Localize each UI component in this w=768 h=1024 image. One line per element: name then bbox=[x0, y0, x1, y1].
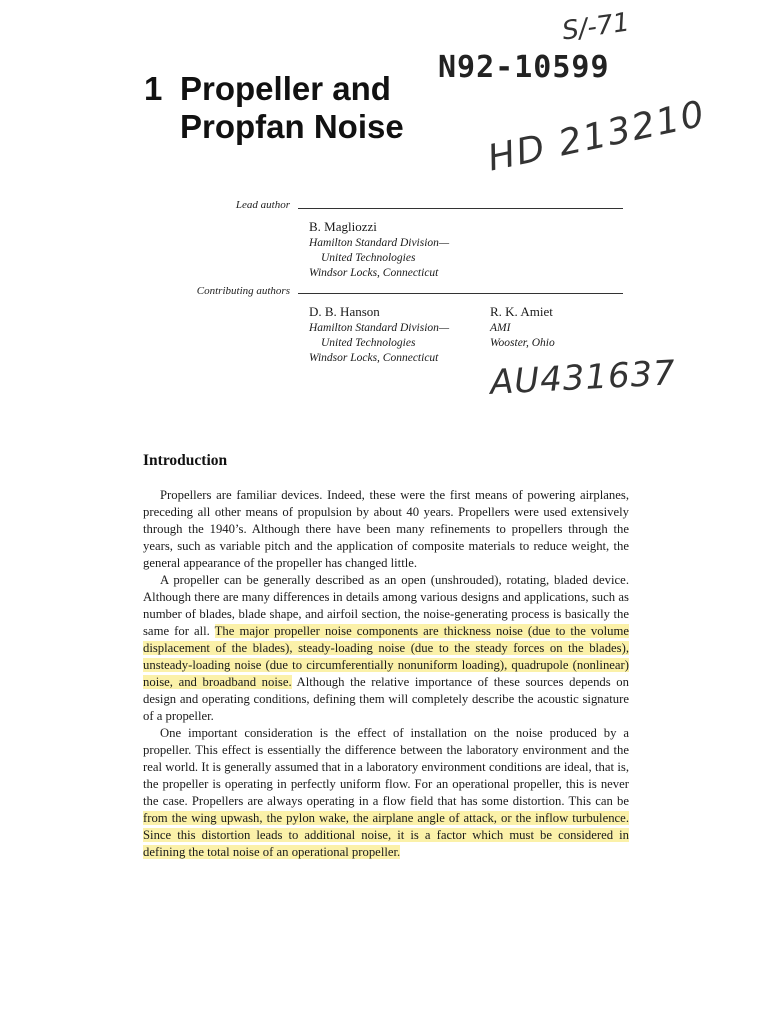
contrib2-aff1: AMI bbox=[490, 322, 511, 334]
paragraph-1: Propellers are familiar devices. Indeed, these were the first means of powering airplanes, preceding all other means of propulsion by about 40 years. Propellers were used extensively through the 1940’s. Although there have been many refinements to propellers through the years, such as variable pitch and the application of composite materials to reduce weight, the general appearance of the propeller has changed little. bbox=[143, 488, 629, 570]
chapter-title-line1: Propeller and bbox=[180, 70, 391, 107]
lead-author-label: Lead author bbox=[235, 199, 290, 211]
paragraph-2-end: Although the relative importance of these sources depends on design and operating conditions, defining them will completely describe the acoustic signature of a propeller. bbox=[143, 675, 629, 723]
handwritten-note-top: S/-71 bbox=[560, 7, 632, 47]
lead-author-aff1: Hamilton Standard Division— bbox=[309, 237, 450, 249]
paragraph-3 bbox=[143, 725, 629, 861]
lead-author-name: B. Magliozzi bbox=[309, 219, 377, 234]
introduction-body bbox=[143, 487, 629, 861]
lead-author-block bbox=[309, 219, 449, 281]
report-number-stamp: N92-10599 bbox=[438, 50, 610, 85]
contrib1-aff3: Windsor Locks, Connecticut bbox=[309, 352, 439, 364]
contrib1-name: D. B. Hanson bbox=[309, 304, 380, 319]
section-heading-introduction: Introduction bbox=[143, 452, 228, 469]
lead-author-aff3: Windsor Locks, Connecticut bbox=[309, 267, 439, 279]
contrib2-aff2: Wooster, Ohio bbox=[490, 337, 555, 349]
lead-author-aff2: United Technologies bbox=[321, 252, 416, 264]
contributing-author-1 bbox=[309, 304, 449, 366]
contributing-author-2 bbox=[490, 304, 555, 351]
paragraph-3-start: One important consideration is the effect of installation on the noise produced by a propeller. This effect is essentially the difference between the laboratory environment and the real world. It is generally assumed that in a laboratory environment conditions are ideal, that is, the propeller is operating in perfectly uniform flow. For an operational propeller, this is never the case. Propellers are always operating in a flow field that has some distortion. This can be bbox=[143, 726, 629, 808]
highlighted-text-noise-components: The major propeller noise components are thickness noise (due to the volume displacement of the blades), steady-loading noise (due to the steady forces on the blades), unsteady-loading noise (due to circumferentially nonuniform loading), quadrupole (nonlinear) noise, and broadband noise. bbox=[143, 624, 629, 689]
handwritten-note-hd: HD 213210 bbox=[484, 93, 710, 180]
chapter-number: 1 bbox=[144, 70, 163, 107]
lead-author-rule bbox=[298, 208, 623, 209]
contrib1-aff1: Hamilton Standard Division— bbox=[309, 322, 450, 334]
chapter-title-line2: Propfan Noise bbox=[180, 108, 404, 145]
handwritten-note-au: AU431637 bbox=[489, 353, 677, 403]
chapter-title bbox=[144, 70, 404, 146]
paragraph-2 bbox=[143, 572, 629, 725]
contributing-authors-rule bbox=[298, 293, 623, 294]
contrib1-aff2: United Technologies bbox=[321, 337, 416, 349]
contrib2-name: R. K. Amiet bbox=[490, 304, 553, 319]
highlighted-text-distortion: from the wing upwash, the pylon wake, the airplane angle of attack, or the inflow turbulence. Since this distortion leads to additional noise, it is a factor which must be considered in defining the total noise of an operational propeller. bbox=[143, 811, 629, 859]
paragraph-2-start: A propeller can be generally described as an open (unshrouded), rotating, bladed device. Although there are many differences in details among various designs and applications, such as number of blades, blade shape, and airfoil section, the noise-generating process is basically the same for all. bbox=[143, 573, 629, 638]
contributing-authors-label: Contributing authors bbox=[196, 285, 290, 297]
